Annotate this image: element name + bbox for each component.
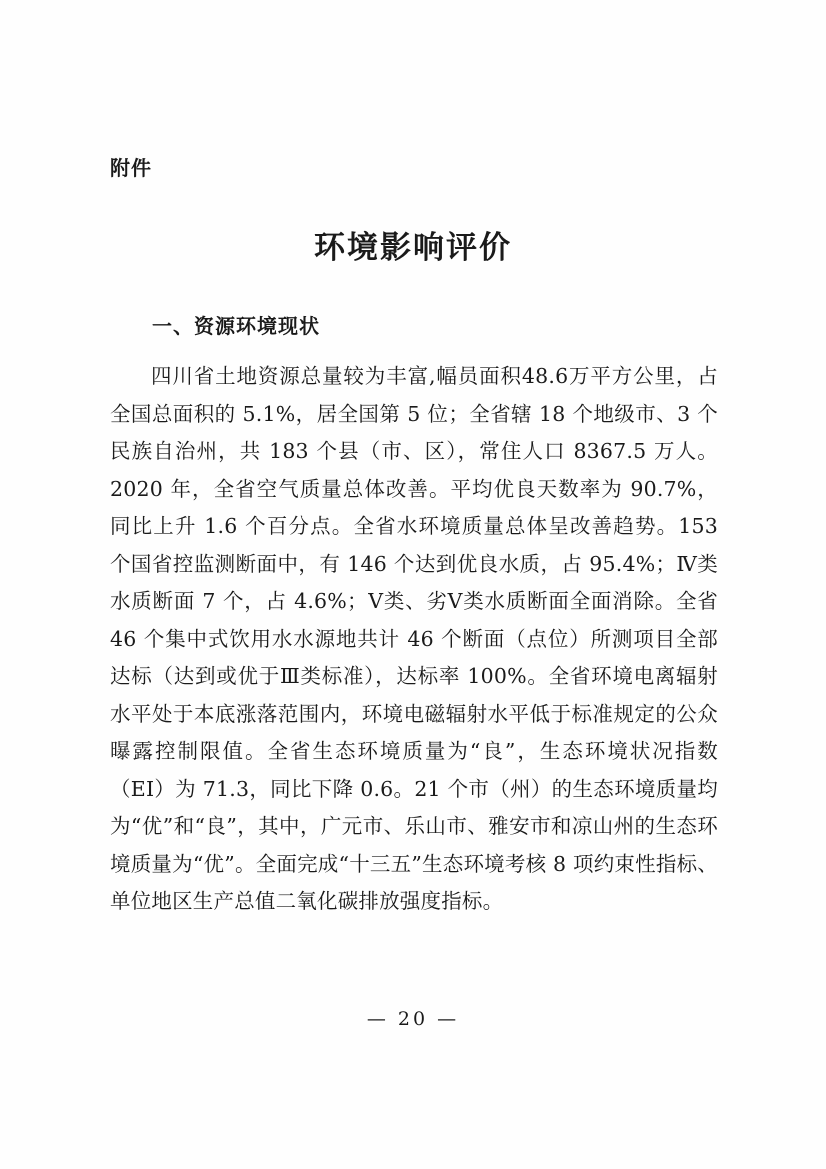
body-paragraph: 四川省土地资源总量较为丰富,幅员面积48.6万平方公里，占全国总面积的 5.1%，居全国第 5 位；全省辖 18 个地级市、3 个民族自治州，共 183 个县（市、区），常住人口 8367.5 万人。2020 年，全省空气质量总体改善。平均优良天数率为 90.7%，同比上升 1.6 个百分点。全省水环境质量总体呈改善趋势。153 个国省控监测断面中，有 146 个达到优良水质，占 95.4%；Ⅳ类水质断面 7 个，占 4.6%；Ⅴ类、劣Ⅴ类水质断面全面消除。全省 46 个集中式饮用水水源地共计 46 个断面（点位）所测项目全部达标（达到或优于Ⅲ类标准），达标率 100%。全省环境电离辐射水平处于本底涨落范围内，环境电磁辐射水平低于标准规定的公众曝露控制限值。全省生态环境质量为“良”，生态环境状况指数（EI）为 71.3，同比下降 0.6。21 个市（州）的生态环境质量均为“优”和“良”，其中，广元市、乐山市、雅安市和凉山州的生态环境质量为“优”。全面完成“十三五”生态环境考核 8 项约束性指标、单位地区生产总值二氧化碳排放强度指标。 xyxy=(110,364,718,913)
page-title: 环境影响评价 xyxy=(314,230,512,266)
page-number-text: — 20 — xyxy=(366,1008,460,1030)
page-number xyxy=(0,1008,826,1030)
section-heading-resource-environment: 一、资源环境现状 xyxy=(152,314,320,338)
attachment-label: 附件 xyxy=(110,156,152,180)
body-text-block xyxy=(110,358,718,921)
